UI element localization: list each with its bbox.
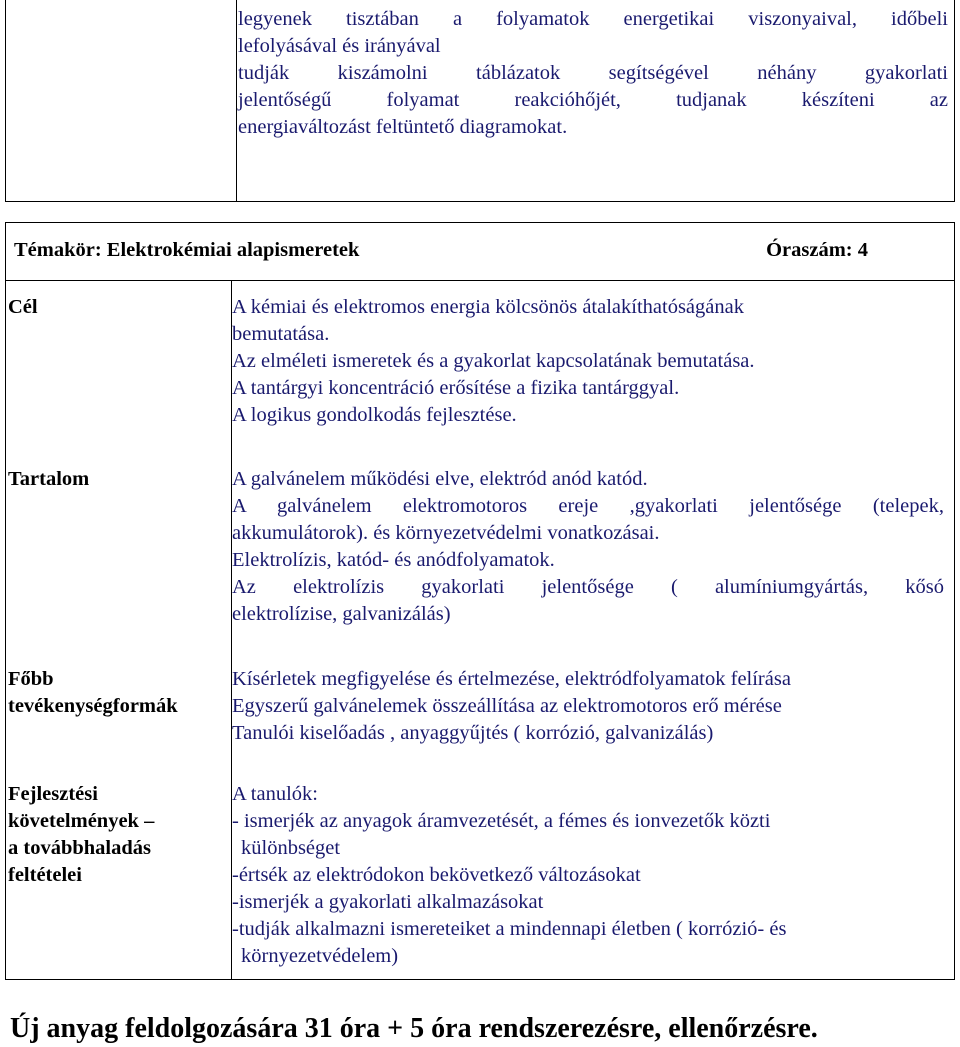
label-line: feltételei (8, 864, 82, 886)
content-line: -ismerjék a gyakorlati alkalmazásokat (232, 891, 544, 913)
intro-line: lefolyásával és irányával (238, 35, 441, 57)
topic-hours: Óraszám: 4 (766, 239, 868, 261)
intro-line: jelentőségű folyamat reakcióhőjét, tudjanak készíteni az (238, 89, 948, 111)
content-line: Tanulói kiselőadás , anyaggyűjtés ( korrózió, galvanizálás) (232, 722, 714, 744)
section-label-fobb (8, 666, 223, 720)
label-line: Főbb (8, 668, 54, 690)
section-content-cel (232, 294, 944, 429)
content-line: -értsék az elektródokon bekövetkező változásokat (232, 864, 641, 886)
intro-line: tudják kiszámolni táblázatok segítségével néhány gyakorlati (238, 62, 948, 84)
content-line: A tanulók: (232, 783, 318, 805)
section-content-fobb (232, 666, 944, 747)
content-line: A galvánelem működési elve, elektród anód katód. (232, 468, 648, 490)
content-line: A tantárgyi koncentráció erősítése a fizika tantárggyal. (232, 377, 680, 399)
section-label-fejlesztesi (8, 781, 223, 889)
footer-heading: Új anyag feldolgozására 31 óra + 5 óra rendszerezésre, ellenőrzésre. (10, 1013, 818, 1044)
label-line: követelmények – (8, 810, 155, 832)
content-line: - ismerjék az anyagok áramvezetését, a fémes és ionvezetők közti (232, 810, 771, 832)
label-line: a továbbhaladás (8, 837, 151, 859)
section-label-cel: Cél (8, 296, 38, 318)
content-line: A kémiai és elektromos energia kölcsönös átalakíthatóságának (232, 296, 744, 318)
section-content-fejlesztesi (232, 781, 944, 970)
intro-requirements (238, 6, 948, 141)
intro-line: energiaváltozást feltüntető diagramokat. (238, 116, 568, 138)
column-divider (236, 0, 237, 202)
content-line: Az elektrolízis gyakorlati jelentősége ( alumíniumgyártás, kősó (232, 576, 944, 598)
label-line: tevékenységformák (8, 695, 178, 717)
content-line: -tudják alkalmazni ismereteiket a mindennapi életben ( korrózió- és (232, 918, 787, 940)
header-divider (6, 280, 954, 281)
content-line: akkumulátorok). és környezetvédelmi vonatkozásai. (232, 522, 660, 544)
content-line: Egyszerű galvánelemek összeállítása az elektromotoros erő mérése (232, 695, 782, 717)
content-line: A logikus gondolkodás fejlesztése. (232, 404, 517, 426)
content-line: különbséget (241, 837, 341, 859)
content-line: elektrolízise, galvanizálás) (232, 603, 451, 625)
content-line: Az elméleti ismeretek és a gyakorlat kapcsolatának bemutatása. (232, 350, 755, 372)
label-line: Fejlesztési (8, 783, 98, 805)
section-content-tartalom (232, 466, 944, 628)
content-line: Kísérletek megfigyelése és értelmezése, elektródfolyamatok felírása (232, 668, 791, 690)
section-label-tartalom: Tartalom (8, 468, 90, 490)
topic-title: Témakör: Elektrokémiai alapismeretek (14, 239, 360, 261)
content-line: bemutatása. (232, 323, 330, 345)
content-line: Elektrolízis, katód- és anódfolyamatok. (232, 549, 555, 571)
intro-line: legyenek tisztában a folyamatok energetikai viszonyaival, időbeli (238, 8, 948, 30)
content-line: környezetvédelem) (241, 945, 399, 967)
content-line: A galvánelem elektromotoros ereje ,gyakorlati jelentősége (telepek, (232, 495, 944, 517)
